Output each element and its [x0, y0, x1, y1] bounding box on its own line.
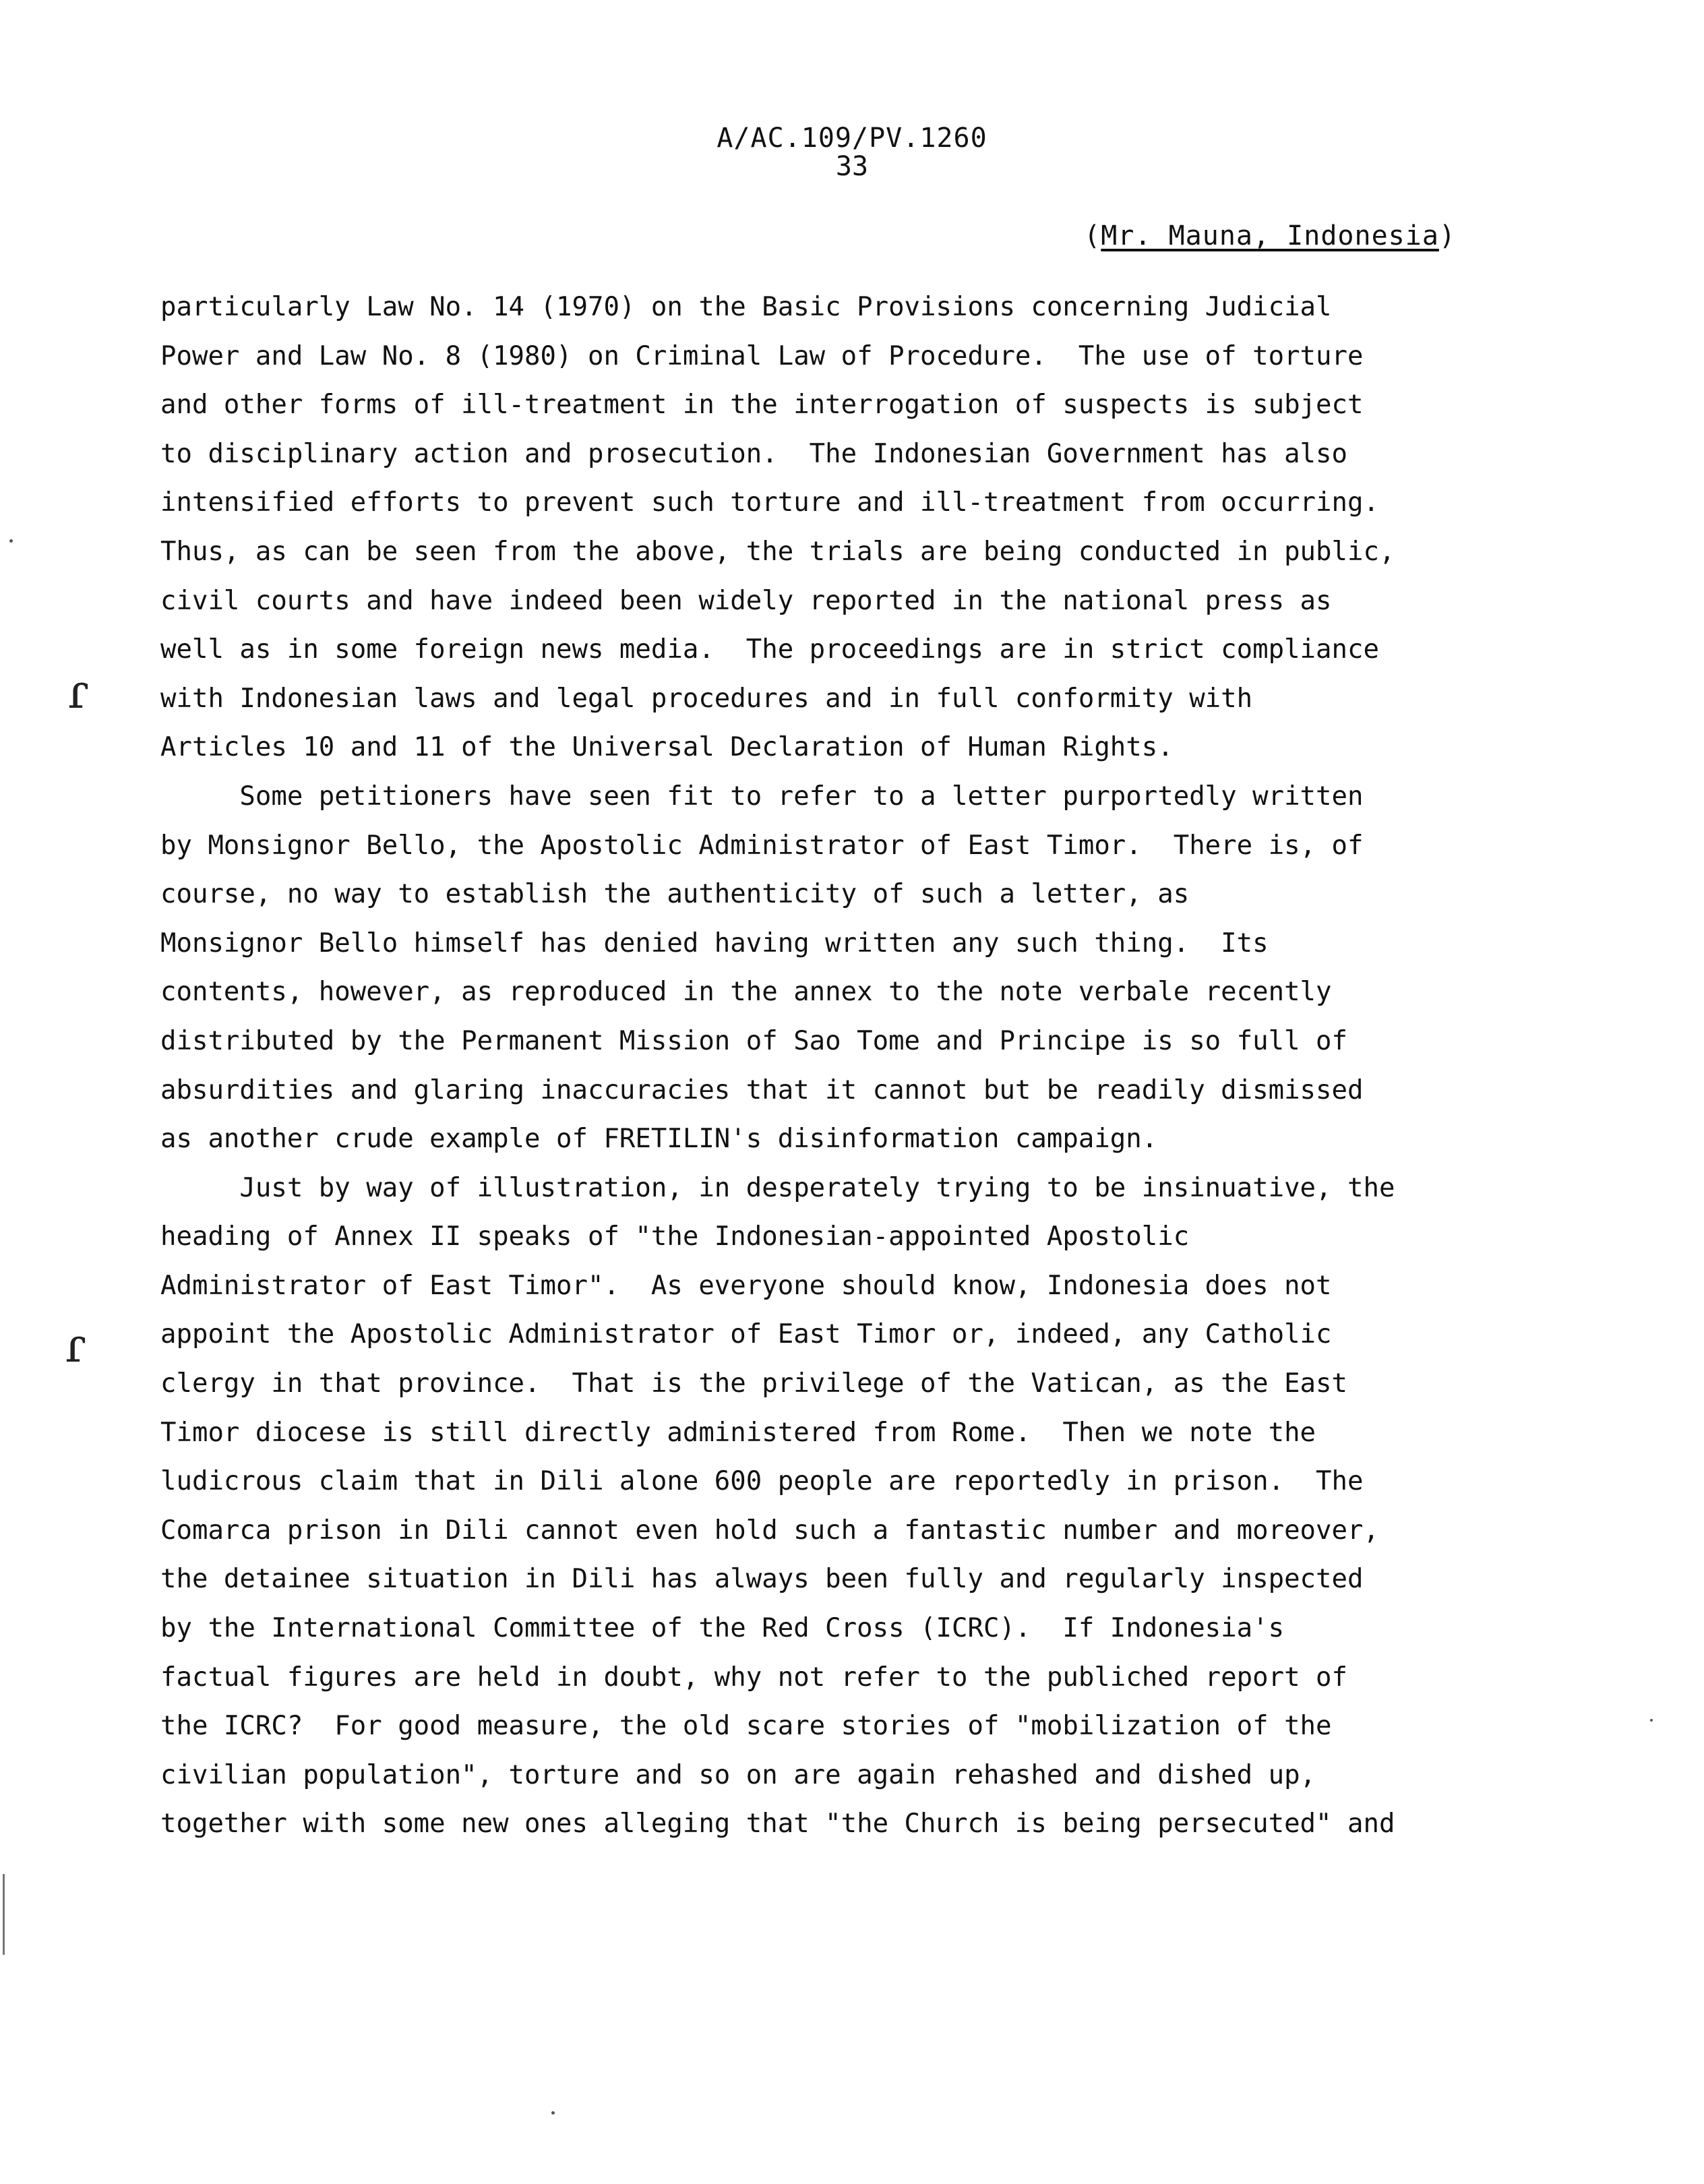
text-line: with Indonesian laws and legal procedures and in full conformity with — [160, 683, 1253, 714]
body-text — [160, 283, 1509, 1849]
text-line: Monsignor Bello himself has denied having written any such thing. Its — [160, 928, 1269, 959]
page-number: 33 — [835, 151, 869, 182]
text-line: clergy in that province. That is the privilege of the Vatican, as the East — [160, 1368, 1347, 1399]
speaker-open-paren: ( — [1084, 220, 1101, 251]
text-line: Thus, as can be seen from the above, the trials are being conducted in public, — [160, 536, 1395, 567]
text-line: heading of Annex II speaks of "the Indonesian-appointed Apostolic — [160, 1221, 1190, 1252]
text-line: the ICRC? For good measure, the old scare stories of "mobilization of the — [160, 1711, 1332, 1742]
text-line: by the International Committee of the Red Cross (ICRC). If Indonesia's — [160, 1613, 1285, 1644]
text-line: absurdities and glaring inaccuracies that it cannot but be readily dismissed — [160, 1074, 1364, 1105]
text-line: course, no way to establish the authenticity of such a letter, as — [160, 879, 1190, 910]
paragraph — [160, 283, 1509, 772]
text-line: well as in some foreign news media. The proceedings are in strict compliance — [160, 634, 1379, 665]
text-line: particularly Law No. 14 (1970) on the Basic Provisions concerning Judicial — [160, 292, 1332, 322]
text-line: distributed by the Permanent Mission of Sao Tome and Principe is so full of — [160, 1025, 1347, 1056]
speaker-close-paren: ) — [1438, 220, 1456, 251]
text-line: by Monsignor Bello, the Apostolic Administrator of East Timor. There is, of — [160, 830, 1364, 861]
text-line: Comarca prison in Dili cannot even hold such a fantastic number and moreover, — [160, 1515, 1379, 1546]
scan-speck — [551, 2111, 555, 2115]
text-line: together with some new ones alleging that "the Church is being persecuted" and — [160, 1809, 1395, 1840]
text-line: civilian population", torture and so on are again rehashed and dished up, — [160, 1759, 1316, 1790]
text-line: to disciplinary action and prosecution. The Indonesian Government has also — [160, 438, 1347, 469]
text-line: contents, however, as reproduced in the annex to the note verbale recently — [160, 977, 1332, 1008]
margin-hook-mark: ɾ — [65, 1318, 86, 1373]
text-line: intensified efforts to prevent such torture and ill-treatment from occurring. — [160, 487, 1379, 518]
document-symbol: A/AC.109/PV.1260 — [717, 123, 987, 154]
text-line: Just by way of illustration, in desperately trying to be insinuative, the — [160, 1172, 1395, 1203]
text-line: civil courts and have indeed been widely reported in the national press as — [160, 585, 1332, 616]
text-line: Timor diocese is still directly administered from Rome. Then we note the — [160, 1417, 1316, 1448]
text-line: and other forms of ill-treatment in the interrogation of suspects is subject — [160, 390, 1364, 421]
text-line: the detainee situation in Dili has always been fully and regularly inspected — [160, 1564, 1364, 1595]
text-line: Some petitioners have seen fit to refer to a letter purportedly written — [160, 781, 1364, 812]
paragraph — [160, 772, 1509, 1164]
margin-hook-mark: ɾ — [67, 664, 89, 719]
text-line: appoint the Apostolic Administrator of East Timor or, indeed, any Catholic — [160, 1319, 1332, 1350]
text-line: ludicrous claim that in Dili alone 600 people are reportedly in prison. The — [160, 1466, 1364, 1497]
text-line: as another crude example of FRETILIN's disinformation campaign. — [160, 1124, 1158, 1155]
speaker-name: Mr. Mauna, Indonesia — [1101, 220, 1439, 251]
text-line: factual figures are held in doubt, why not refer to the publiched report of — [160, 1662, 1347, 1693]
speaker-attribution — [1084, 220, 1456, 251]
text-line: Power and Law No. 8 (1980) on Criminal Law of Procedure. The use of torture — [160, 340, 1364, 371]
scan-speck — [9, 539, 13, 543]
text-line: Articles 10 and 11 of the Universal Declaration of Human Rights. — [160, 732, 1174, 763]
paragraph — [160, 1164, 1509, 1849]
scan-edge-line — [3, 1874, 5, 1955]
scan-speck — [1650, 1719, 1653, 1722]
text-line: Administrator of East Timor". As everyone should know, Indonesia does not — [160, 1270, 1332, 1301]
